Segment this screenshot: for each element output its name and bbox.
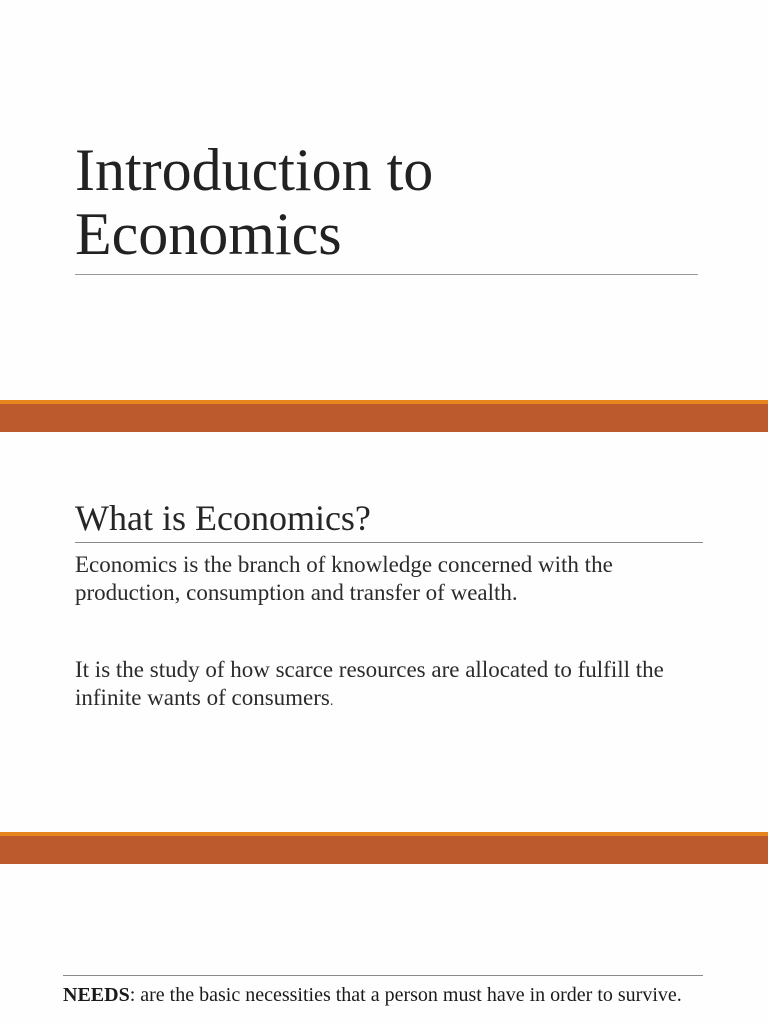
needs-definition — [63, 983, 703, 1007]
needs-text: are the basic necessities that a person must have in order to survive. — [135, 984, 682, 1006]
needs-colon: : — [129, 984, 136, 1006]
slide-title — [75, 138, 433, 266]
needs-term: NEEDS — [63, 984, 130, 1006]
slide-title-line-2: Economics — [75, 201, 342, 267]
content-top-rule — [63, 975, 703, 976]
study-paragraph-text: It is the study of how scarce resources are allocated to fulfill the infinite wants of consumers — [75, 657, 664, 710]
slide-separator — [0, 832, 768, 864]
separator-band — [0, 836, 768, 864]
slide-heading: What is Economics? — [75, 498, 371, 538]
study-paragraph-period: . — [329, 694, 334, 709]
slide-title-line-1: Introduction to — [75, 137, 434, 203]
study-paragraph — [75, 656, 715, 716]
definition-paragraph: Economics is the branch of knowledge concerned with the production, consumption and transfer of wealth. — [75, 552, 613, 605]
title-underline — [75, 274, 698, 275]
definition-slide — [0, 432, 768, 832]
needs-slide — [0, 864, 768, 1024]
heading-underline — [75, 542, 703, 543]
title-slide — [0, 0, 768, 400]
separator-band — [0, 404, 768, 432]
slide-separator — [0, 400, 768, 432]
